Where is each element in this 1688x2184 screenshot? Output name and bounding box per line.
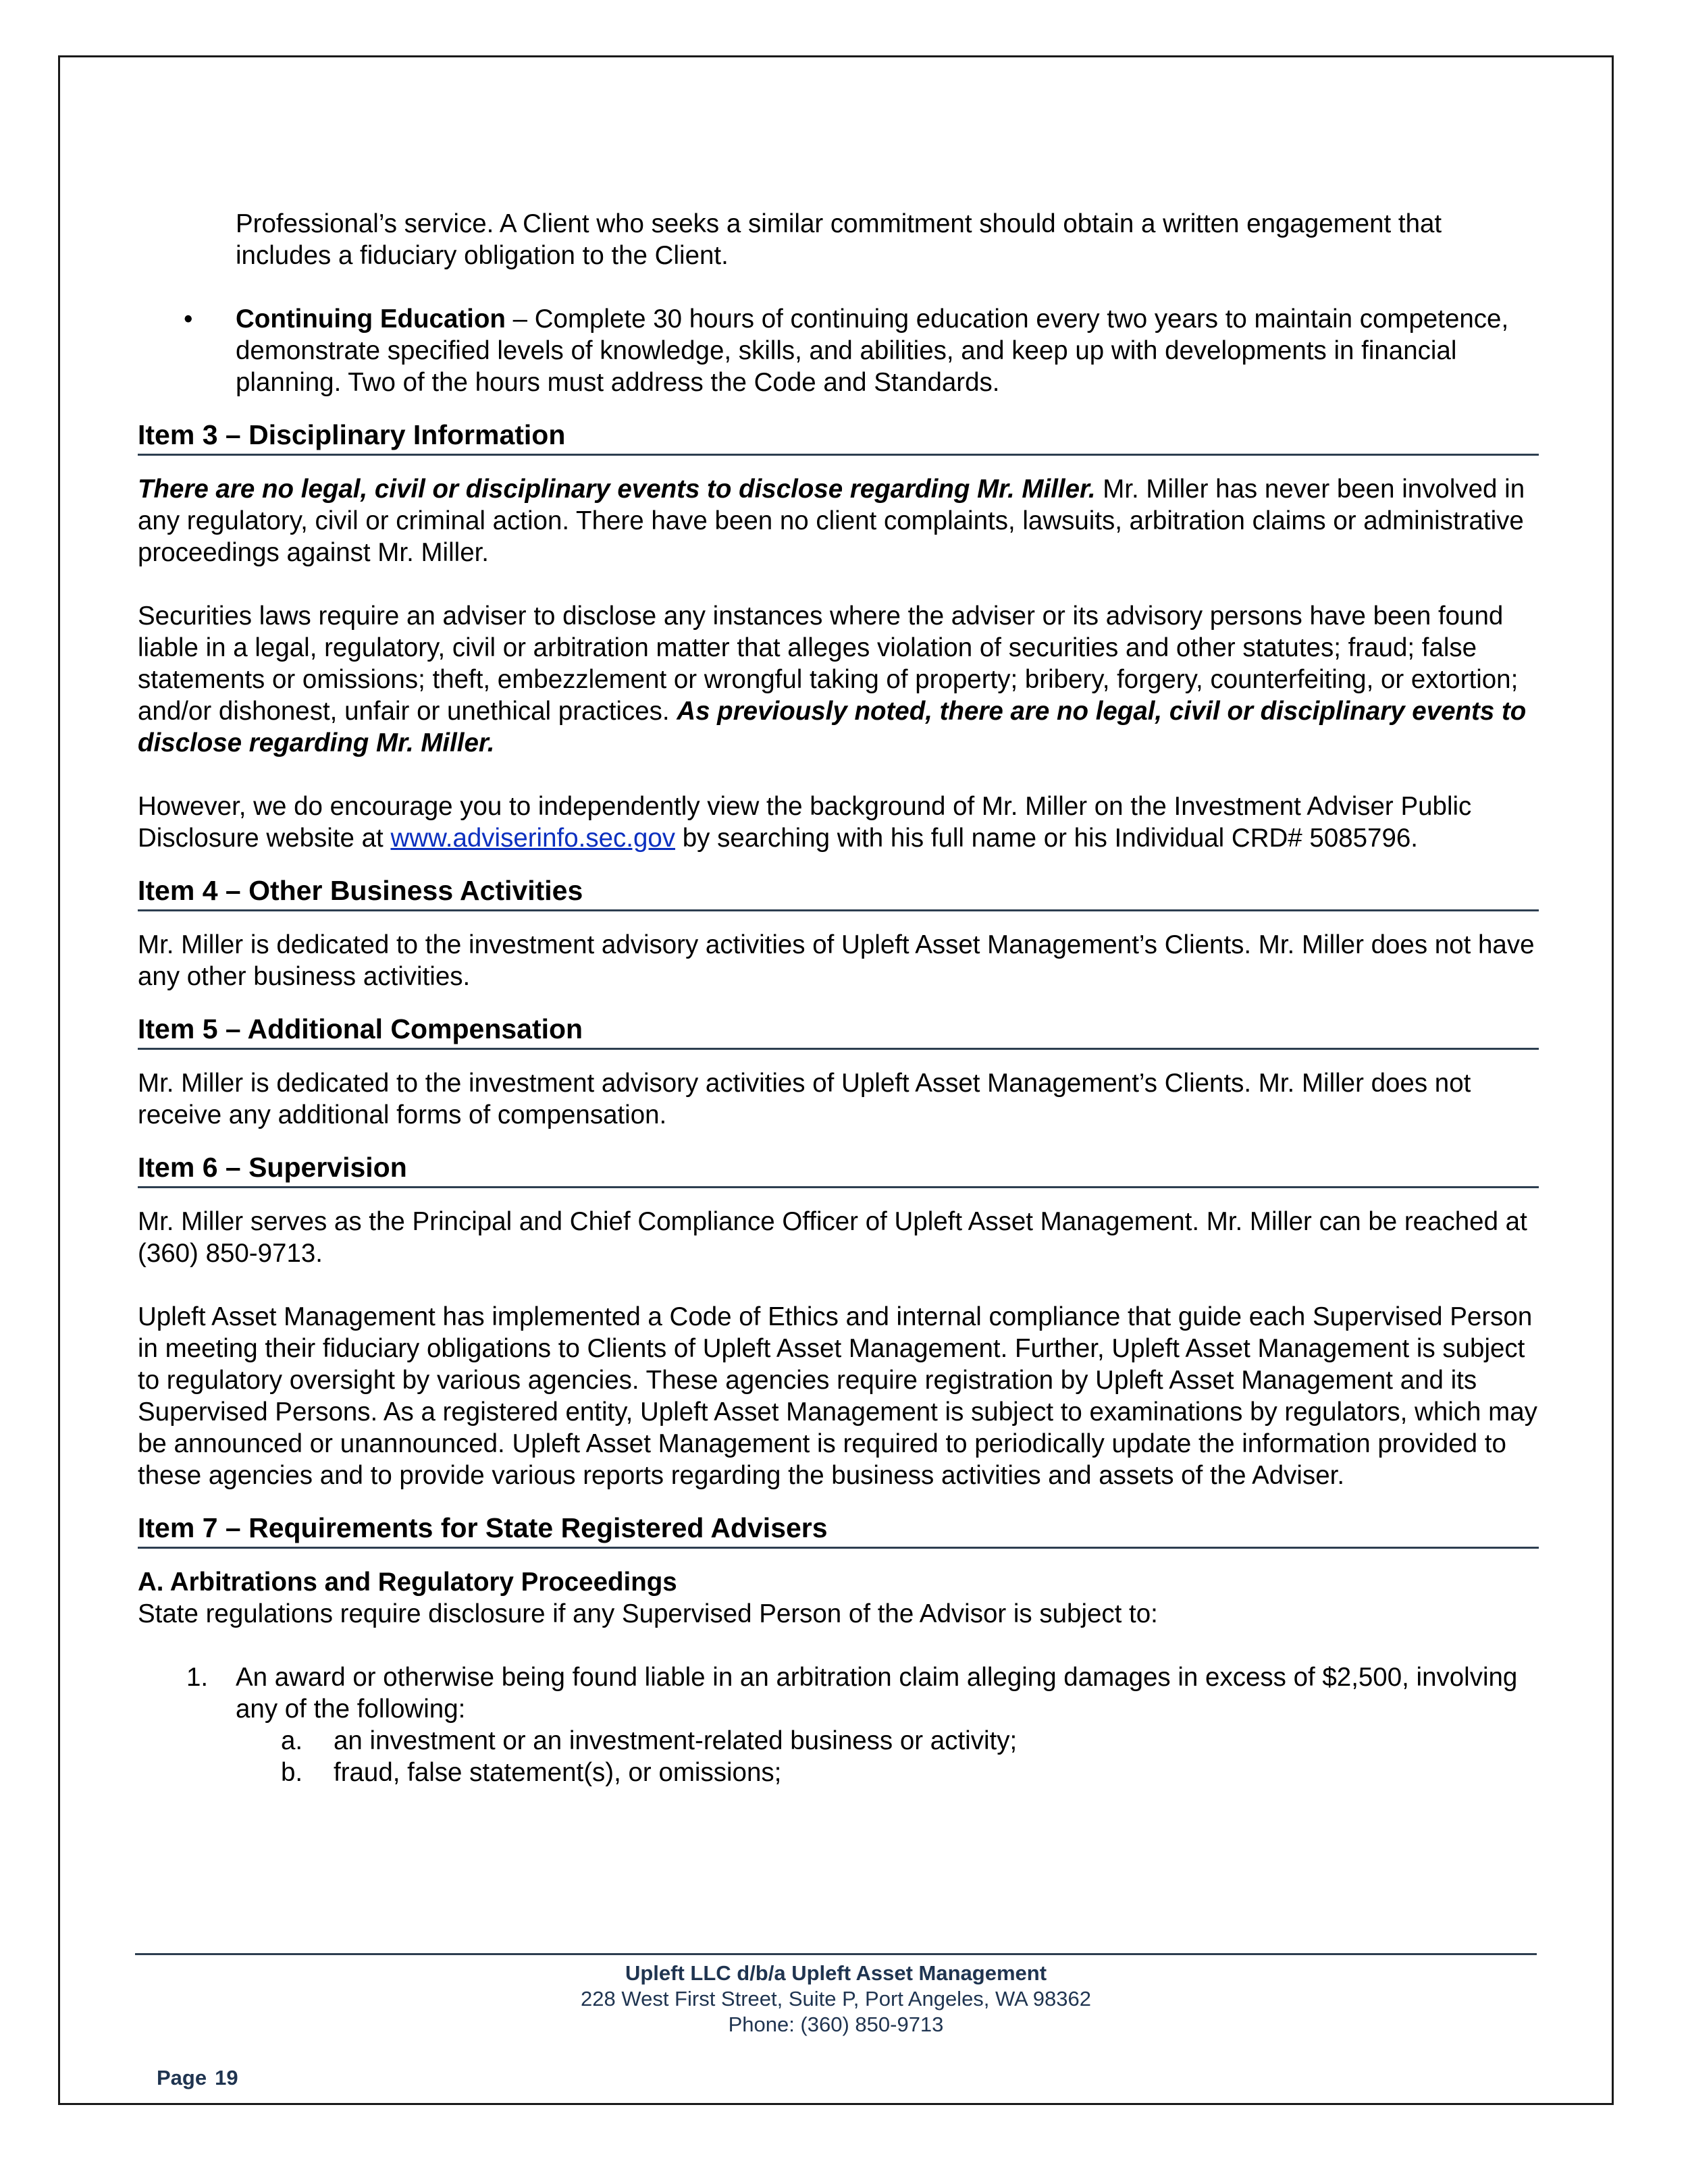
bullet-icon: • xyxy=(184,304,193,334)
item7-subheading: A. Arbitrations and Regulatory Proceedings xyxy=(138,1568,677,1597)
item3-paragraph-2 xyxy=(138,600,1539,759)
page-label: Page xyxy=(157,2066,207,2089)
sublist-marker: b. xyxy=(281,1758,303,1787)
footer-phone: Phone: (360) 850-9713 xyxy=(728,2013,944,2036)
list-marker: 1. xyxy=(186,1663,209,1692)
item3-p1-rest: Mr. Miller has never been involved in any regulatory, civil or criminal action. There have been no client complaints, lawsuits, arbitration claims or administrative proceedings against Mr. Miller. xyxy=(138,475,1525,567)
footer-address: 228 West First Street, Suite P, Port Angeles, WA 98362 xyxy=(581,1987,1091,2010)
item3-paragraph-3 xyxy=(138,791,1539,854)
item3-heading: Item 3 – Disciplinary Information xyxy=(138,417,1539,456)
item5-paragraph: Mr. Miller is dedicated to the investment advisory activities of Upleft Asset Management’s Clients. Mr. Miller does not receive any additional forms of compensation. xyxy=(138,1069,1471,1129)
item5-heading: Item 5 – Additional Compensation xyxy=(138,1011,1539,1050)
continuation-paragraph: Professional’s service. A Client who seeks a similar commitment should obtain a written engagement that includes a fiduciary obligation to the Client. xyxy=(236,209,1442,270)
item7-intro: State regulations require disclosure if any Supervised Person of the Advisor is subject to: xyxy=(138,1599,1158,1628)
item6-paragraph-2: Upleft Asset Management has implemented a Code of Ethics and internal compliance that guide each Supervised Person in meeting their fiduciary obligations to Clients of Upleft Asset Management. Further, Upleft Asset Management is subject to regulatory oversight by various agencies. These agencies require registration by Upleft Asset Management and its Supervised Persons. As a registered entity, Upleft Asset Management is subject to examinations by regulators, which may be announced or unannounced. Upleft Asset Management is required to periodically update the information provided to these agencies and to provide various reports regarding the business activities and assets of the Adviser. xyxy=(138,1302,1537,1490)
item7-sublist-item-b xyxy=(138,1757,1539,1788)
item3-paragraph-1 xyxy=(138,473,1539,568)
bullet-term: Continuing Education xyxy=(236,304,506,334)
bullet-separator: – xyxy=(505,304,535,334)
item7-list-item-1 xyxy=(138,1661,1539,1725)
page-number-value: 19 xyxy=(215,2066,238,2089)
item3-p2-text: Securities laws require an adviser to disclose any instances where the adviser or its advisory persons have been found liable in a legal, regulatory, civil or arbitration matter that alleges violation of securities and other statutes; fraud; false statements or omissions; theft, embezzlement or wrongful taking of property; bribery, forgery, counterfeiting, or extortion; and/or dishonest, unfair or unethical practices. xyxy=(138,602,1519,726)
sublist-item-text: fraud, false statement(s), or omissions; xyxy=(334,1758,782,1787)
item3-p1-bold: There are no legal, civil or disciplinary events to disclose regarding Mr. Miller. xyxy=(138,475,1096,504)
item3-p2-bold: As previously noted, there are no legal, civil or disciplinary events to disclose regarding Mr. Miller. xyxy=(138,697,1527,757)
item4-heading: Item 4 – Other Business Activities xyxy=(138,873,1539,911)
page-number xyxy=(157,2066,238,2090)
item6-heading: Item 6 – Supervision xyxy=(138,1150,1539,1188)
item3-p3-after: by searching with his full name or his Individual CRD# 5085796. xyxy=(675,824,1418,853)
item4-paragraph: Mr. Miller is dedicated to the investment advisory activities of Upleft Asset Management’s Clients. Mr. Miller does not have any other business activities. xyxy=(138,930,1535,991)
adviserinfo-link[interactable]: www.adviserinfo.sec.gov xyxy=(390,824,676,853)
page-footer xyxy=(135,1953,1537,2037)
item6-paragraph-1: Mr. Miller serves as the Principal and Chief Compliance Officer of Upleft Asset Management. Mr. Miller can be reached at (360) 850-9713. xyxy=(138,1207,1527,1268)
item7-sublist-item-a xyxy=(138,1725,1539,1757)
bullet-continuing-education xyxy=(138,303,1539,398)
bullet-text: Complete 30 hours of continuing education every two years to maintain competence, demonstrate specified levels of knowledge, skills, and abilities, and keep up with developments in financial planning. Two of the hours must address the Code and Standards. xyxy=(236,304,1509,397)
item7-heading: Item 7 – Requirements for State Registered Advisers xyxy=(138,1510,1539,1549)
sublist-item-text: an investment or an investment-related business or activity; xyxy=(334,1726,1018,1755)
list-item-text: An award or otherwise being found liable in an arbitration claim alleging damages in excess of $2,500, involving any of the following: xyxy=(236,1663,1518,1724)
document-body xyxy=(138,208,1539,1788)
footer-company: Upleft LLC d/b/a Upleft Asset Management xyxy=(625,1961,1047,1985)
item3-p3-before: However, we do encourage you to independently view the background of Mr. Miller on the Investment Adviser Public Disclosure website at xyxy=(138,792,1472,853)
sublist-marker: a. xyxy=(281,1726,303,1755)
